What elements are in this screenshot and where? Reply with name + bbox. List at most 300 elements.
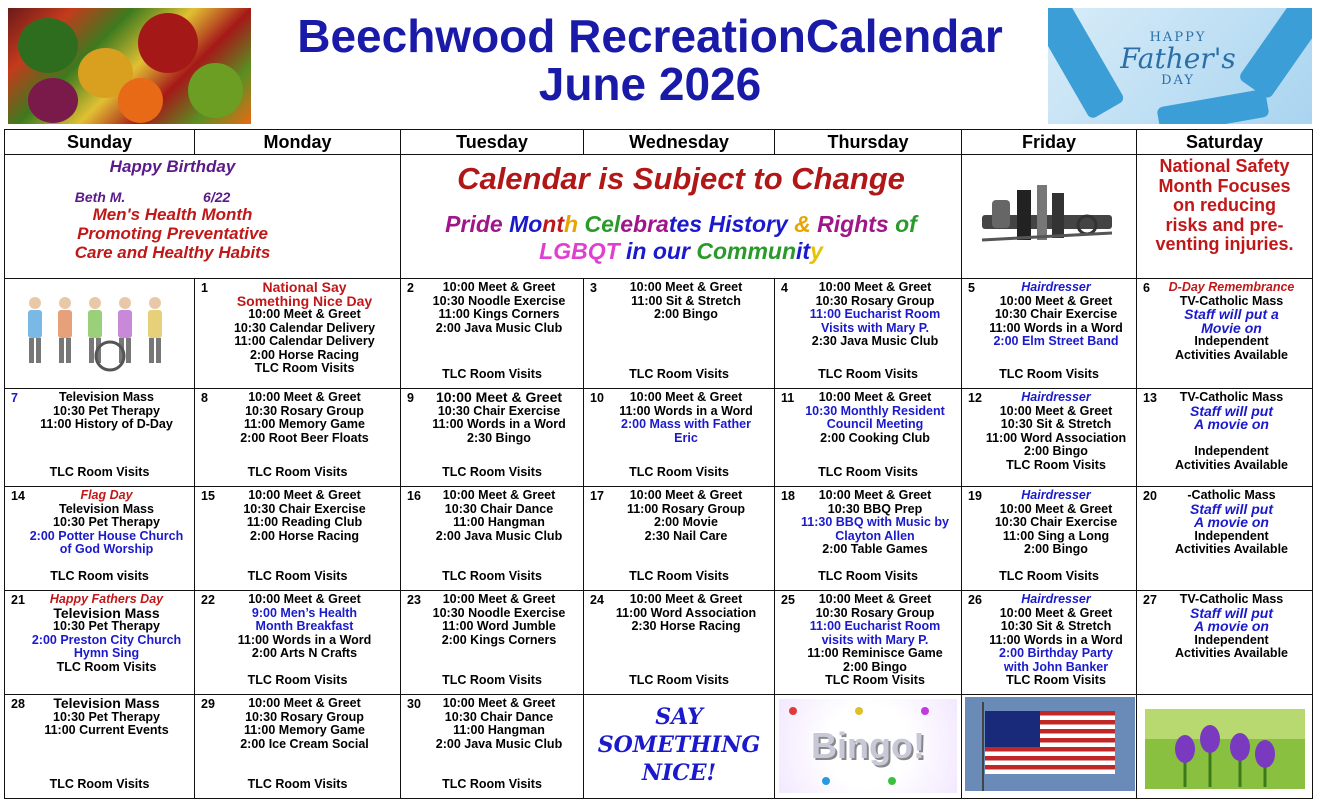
day-cell <box>195 695 401 799</box>
birthday-name: Beth M. <box>74 189 126 205</box>
day-cell <box>401 487 584 591</box>
day-events <box>587 281 771 322</box>
day-events <box>8 489 191 557</box>
pride-word: ebra <box>620 211 669 237</box>
event-line: Activities Available <box>1174 646 1288 660</box>
day-cell <box>195 487 401 591</box>
day-events <box>404 593 580 647</box>
day-cell <box>584 591 775 695</box>
birthday-date: 6/22 <box>203 189 231 205</box>
event-line: 11:00 History of D-Day <box>40 417 173 431</box>
day-events <box>198 281 397 376</box>
day-number: 9 <box>407 391 414 405</box>
day-events <box>965 281 1133 349</box>
day-number: 16 <box>407 489 421 503</box>
day-cell <box>401 279 584 389</box>
day-cell <box>1137 389 1313 487</box>
pride-word: Rights <box>817 211 889 237</box>
event-line: A movie on <box>1194 514 1269 530</box>
event-line: Council Meeting <box>826 417 924 431</box>
day-header: Saturday <box>1137 130 1313 155</box>
pride-word: it <box>796 238 811 264</box>
event-line: National Say <box>262 279 347 295</box>
birthday-heading: Happy Birthday <box>109 157 236 176</box>
event-line: 10:00 Meet & Greet <box>629 592 743 606</box>
pride-word: of <box>895 211 917 237</box>
event-line: Movie on <box>1201 319 1262 336</box>
tlc-room-visits: TLC Room Visits <box>247 568 348 583</box>
day-cell <box>1137 487 1313 591</box>
day-events <box>404 281 580 335</box>
event-line: 2:00 Java Music Club <box>435 528 563 543</box>
day-number: 24 <box>590 593 604 607</box>
event-line: 10:00 Meet & Greet <box>442 280 556 294</box>
day-cell <box>962 487 1137 591</box>
event-line: 11:00 Word Association <box>615 605 757 620</box>
event-line: 11:00 Word Association <box>985 430 1127 445</box>
event-line: 10:00 Meet & Greet <box>818 280 932 294</box>
pride-word: nt <box>542 211 565 237</box>
day-cell <box>962 591 1137 695</box>
fruit-image <box>8 8 251 124</box>
tlc-room-visits: TLC Room Visits <box>49 776 150 791</box>
mens-health-line: Care and Healthy Habits <box>74 243 271 262</box>
seniors-exercise-image <box>15 281 185 376</box>
pride-word: History <box>708 211 788 237</box>
week-row <box>5 487 1313 591</box>
schedule-notice: Calendar is Subject to Change <box>457 161 905 196</box>
day-number: 20 <box>1143 489 1157 503</box>
week-row <box>5 695 1313 799</box>
event-line: 10:30 Chair Dance <box>444 501 554 516</box>
tlc-room-visits: TLC Room Visits <box>999 568 1099 583</box>
event-line: Independent <box>1194 334 1269 348</box>
event-line: Staff will put <box>1190 402 1273 419</box>
day-header: Sunday <box>5 130 195 155</box>
event-line: 11:00 Current Events <box>44 723 169 737</box>
event-line: 2:30 Horse Racing <box>631 619 741 633</box>
pride-word: h <box>564 211 579 237</box>
event-line: Activities Available <box>1174 347 1288 362</box>
day-cell <box>1137 591 1313 695</box>
event-line: 11:00 Eucharist Room <box>809 307 941 321</box>
event-line: A movie on <box>1194 618 1269 634</box>
pride-word: Cel <box>584 211 621 237</box>
bingo-label: Bingo! <box>811 725 925 767</box>
event-line: Independent <box>1194 632 1269 647</box>
event-line: Activities Available <box>1174 542 1288 556</box>
event-line: 10:30 Pet Therapy <box>53 709 160 724</box>
safety-line: National Safety <box>1159 156 1290 176</box>
event-line: 10:30 Noodle Exercise <box>432 293 566 308</box>
event-line: 11:00 Reminisce Game <box>807 646 943 660</box>
event-line: 10:00 Meet & Greet <box>999 501 1113 516</box>
crocus-flowers-image <box>1145 709 1305 789</box>
day-cell <box>962 279 1137 389</box>
pride-word: our <box>652 238 690 264</box>
pride-month-text <box>401 211 961 265</box>
day-events <box>965 391 1133 472</box>
event-line: Independent <box>1194 444 1269 458</box>
tlc-room-visits: TLC Room Visits <box>818 568 918 583</box>
event-line: 10:30 Pet Therapy <box>53 619 160 633</box>
day-number: 1 <box>201 281 208 295</box>
event-line: 10:00 Meet & Greet <box>248 307 361 321</box>
calendar-table <box>4 129 1313 799</box>
event-line: 2:00 Ice Cream Social <box>240 736 369 751</box>
event-line: 2:00 Java Music Club <box>435 736 563 751</box>
banner-row <box>5 155 1313 279</box>
day-number: 17 <box>590 489 604 503</box>
day-number: 25 <box>781 593 795 607</box>
day-number: 2 <box>407 281 414 295</box>
birthday-cell <box>5 155 401 279</box>
day-events <box>404 489 580 543</box>
day-cell <box>401 389 584 487</box>
event-line: 11:00 Memory Game <box>244 723 365 737</box>
tlc-room-visits: TLC Room Visits <box>442 568 542 583</box>
day-events <box>778 281 958 349</box>
day-cell <box>5 695 195 799</box>
day-events <box>198 391 397 445</box>
day-events <box>8 593 191 674</box>
say-something-nice-text <box>587 697 771 787</box>
notice-cell <box>401 155 962 279</box>
event-line: 10:30 Chair Exercise <box>994 307 1118 321</box>
event-line: 10:30 Chair Exercise <box>243 501 366 516</box>
day-events <box>404 697 580 751</box>
day-number: 5 <box>968 281 975 295</box>
event-line <box>1154 432 1309 446</box>
event-line: Staff will put <box>1190 500 1273 517</box>
event-line: 10:30 Rosary Group <box>245 709 364 724</box>
event-line: Staff will put <box>1190 604 1273 621</box>
tlc-room-visits: TLC Room Visits <box>629 464 729 479</box>
event-line: Hairdresser <box>1021 592 1091 606</box>
event-line: 2:00 Birthday Party <box>999 646 1113 660</box>
pride-word: Commun <box>696 238 796 264</box>
event-line: 2:00 Mass with Father <box>621 417 751 431</box>
week-row <box>5 279 1313 389</box>
event-line: 11:30 BBQ with Music by <box>801 515 949 529</box>
event-line: 10:30 Rosary Group <box>815 605 935 620</box>
day-cell <box>1137 279 1313 389</box>
day-events <box>1140 593 1309 661</box>
event-line: Television Mass <box>59 390 154 404</box>
tlc-room-visits: TLC Room Visits <box>999 366 1099 381</box>
hairdresser-tools-image <box>962 155 1132 270</box>
tlc-room-visits: TLC Room Visits <box>442 776 542 791</box>
pride-word: in <box>626 238 647 264</box>
event-line: 10:30 Rosary Group <box>245 403 364 418</box>
day-header: Monday <box>195 130 401 155</box>
day-events <box>1140 489 1309 557</box>
hairdresser-tools-cell <box>962 155 1137 279</box>
event-line: 2:30 Java Music Club <box>811 334 939 348</box>
event-line: Month Breakfast <box>255 619 354 633</box>
day-cell <box>195 591 401 695</box>
event-line: 10:00 Meet & Greet <box>248 488 361 502</box>
event-line: 10:30 Noodle Exercise <box>432 605 566 620</box>
day-events <box>1140 391 1309 472</box>
event-line: 11:00 Reading Club <box>246 515 363 529</box>
event-line: 10:30 Sit & Stretch <box>1000 619 1112 633</box>
tlc-room-visits: TLC Room Visits <box>247 464 348 479</box>
event-line: 10:30 Sit & Stretch <box>1000 417 1112 431</box>
event-line: 11:00 Words in a Word <box>989 320 1123 335</box>
event-line: Staff will put a <box>1184 306 1279 322</box>
event-line: Television Mass <box>53 695 160 711</box>
day-cell <box>775 487 962 591</box>
event-line: 2:00 Arts N Crafts <box>251 646 358 660</box>
page-title <box>255 12 1045 108</box>
event-line: 11:00 Hangman <box>453 723 545 737</box>
day-header: Tuesday <box>401 130 584 155</box>
day-number: 8 <box>201 391 208 405</box>
pride-word: LGBQT <box>539 238 620 264</box>
event-line: 11:00 Calendar Delivery <box>234 334 375 348</box>
event-line: 11:00 Words in a Word <box>989 632 1123 647</box>
week-row <box>5 389 1313 487</box>
tlc-room-visits: TLC Room Visits <box>247 672 348 687</box>
day-cell <box>195 279 401 389</box>
mens-health-line: Promoting Preventative <box>77 224 268 243</box>
safety-month-cell <box>1137 155 1313 279</box>
day-number: 11 <box>781 391 795 405</box>
day-events <box>778 489 958 557</box>
event-line: TLC Room Visits <box>1006 673 1106 687</box>
event-line: 10:00 Meet & Greet <box>999 293 1113 308</box>
day-cell <box>5 279 195 389</box>
event-line: Clayton Allen <box>835 528 915 543</box>
tlc-room-visits: TLC Room Visits <box>442 464 542 479</box>
event-line: 10:00 Meet & Greet <box>818 488 932 502</box>
event-line: 11:00 Sit & Stretch <box>631 293 741 308</box>
day-header: Thursday <box>775 130 962 155</box>
event-line: 2:00 Potter House Church <box>29 528 184 543</box>
event-line: 2:00 Movie <box>654 515 718 529</box>
day-cell <box>584 487 775 591</box>
event-line: Activities Available <box>1174 457 1288 472</box>
bingo-image <box>779 699 957 793</box>
day-events <box>8 697 191 738</box>
event-line: Television Mass <box>53 604 160 621</box>
tlc-room-visits: TLC Room Visits <box>49 464 150 479</box>
event-line: 10:30 Monthly Resident <box>805 403 945 418</box>
day-number: 13 <box>1143 391 1157 405</box>
day-number: 15 <box>201 489 215 503</box>
event-line: Television Mass <box>59 501 154 516</box>
event-line: TLC Room Visits <box>254 361 355 375</box>
pride-word: Pride <box>445 211 503 237</box>
day-number: 6 <box>1143 281 1150 295</box>
event-line: 11:00 Word Jumble <box>442 619 556 633</box>
event-line: TLC Room Visits <box>56 659 157 674</box>
event-line: 11:00 Eucharist Room <box>809 619 941 633</box>
day-cell <box>962 389 1137 487</box>
event-line: 10:30 Chair Exercise <box>437 403 561 418</box>
day-cell <box>5 389 195 487</box>
fathers-day-line2: Father's <box>1120 42 1236 75</box>
say-line: SOMETHING <box>597 732 761 758</box>
event-line: 10:30 Rosary Group <box>815 293 935 308</box>
day-number: 12 <box>968 391 982 405</box>
day-header-row <box>5 130 1313 155</box>
event-line: 11:00 Sing a Long <box>1002 528 1110 543</box>
safety-line: on reducing <box>1173 195 1276 215</box>
event-line: 10:30 Chair Dance <box>444 709 554 724</box>
event-line: 10:00 Meet & Greet <box>818 592 932 606</box>
day-number: 28 <box>11 697 25 711</box>
day-cell <box>5 487 195 591</box>
day-cell <box>775 591 962 695</box>
day-number: 22 <box>201 593 215 607</box>
event-line: 2:00 Bingo <box>654 307 718 321</box>
event-line: 2:00 Preston City Church <box>31 632 182 647</box>
day-events <box>1140 281 1309 362</box>
event-line: Hymn Sing <box>73 646 140 660</box>
say-line: SAY <box>655 704 703 730</box>
event-line: 11:00 Kings Corners <box>438 307 560 321</box>
event-line: Something Nice Day <box>236 292 373 309</box>
event-line: 11:00 Memory Game <box>244 417 365 431</box>
event-line: 10:00 Meet & Greet <box>442 696 556 710</box>
event-line: 10:30 BBQ Prep <box>827 501 923 516</box>
event-line: 10:30 Pet Therapy <box>53 403 160 418</box>
event-line: 2:00 Root Beer Floats <box>240 430 369 445</box>
tlc-room-visits: TLC Room Visits <box>818 464 918 479</box>
day-events <box>587 593 771 634</box>
event-line: 10:00 Meet & Greet <box>999 403 1113 418</box>
event-line: 10:00 Meet & Greet <box>818 390 932 404</box>
event-line: Happy Fathers Day <box>49 592 164 606</box>
mens-health-line: Men's Health Month <box>92 205 253 224</box>
day-cell <box>195 389 401 487</box>
event-line: TV-Catholic Mass <box>1179 293 1284 308</box>
day-number: 19 <box>968 489 982 503</box>
event-line: Hairdresser <box>1021 280 1091 294</box>
day-cell <box>962 695 1137 799</box>
event-line: 2:00 Table Games <box>822 542 928 556</box>
event-line: TLC Room Visits <box>825 673 925 687</box>
title-line2: June 2026 <box>538 58 762 110</box>
event-line: 10:00 Meet & Greet <box>442 488 556 502</box>
pride-word: Mo <box>509 211 543 237</box>
event-line: visits with Mary P. <box>821 632 929 647</box>
event-line: 2:00 Horse Racing <box>249 347 360 362</box>
event-line: 2:00 Elm Street Band <box>993 334 1119 348</box>
event-line: 10:00 Meet & Greet <box>442 592 556 606</box>
event-line: A movie on <box>1194 416 1269 432</box>
day-number: 7 <box>11 391 18 405</box>
event-line: 10:30 Pet Therapy <box>53 515 160 529</box>
day-header: Friday <box>962 130 1137 155</box>
pride-word: tes <box>668 211 703 237</box>
day-number: 26 <box>968 593 982 607</box>
day-events <box>198 697 397 751</box>
pride-word: y <box>810 238 823 264</box>
event-line: 10:30 Chair Exercise <box>994 515 1118 529</box>
event-line: TV-Catholic Mass <box>1179 390 1284 404</box>
day-events <box>8 391 191 432</box>
event-line: 2:00 Cooking Club <box>820 430 930 445</box>
event-line: 2:30 Bingo <box>467 430 531 445</box>
american-flag-image <box>965 697 1135 791</box>
day-number: 27 <box>1143 593 1157 607</box>
event-line: of God Worship <box>59 542 154 556</box>
tlc-room-visits: TLC Room Visits <box>629 672 729 687</box>
day-header: Wednesday <box>584 130 775 155</box>
tlc-room-visits: TLC Room Visits <box>442 672 542 687</box>
day-cell <box>775 389 962 487</box>
event-line: 10:00 Meet & Greet <box>248 696 361 710</box>
event-line: 2:30 Nail Care <box>644 528 728 543</box>
day-cell <box>584 695 775 799</box>
event-line: with John Banker <box>1003 659 1109 674</box>
event-line: 2:00 Bingo <box>843 659 907 674</box>
event-line: 10:00 Meet & Greet <box>435 389 563 405</box>
day-cell <box>401 695 584 799</box>
day-cell <box>5 591 195 695</box>
event-line: 11:00 Rosary Group <box>626 501 746 516</box>
fathers-day-image <box>1048 8 1312 124</box>
event-line: Visits with Mary P. <box>821 320 929 335</box>
fathers-day-line1: HAPPY <box>1149 30 1207 45</box>
day-number: 30 <box>407 697 421 711</box>
day-events <box>965 489 1133 557</box>
event-line: 11:00 Words in a Word <box>619 403 753 418</box>
say-line: NICE! <box>641 760 717 786</box>
event-line: 2:00 Bingo <box>1024 444 1088 458</box>
pride-word: & <box>794 211 811 237</box>
event-line: 10:00 Meet & Greet <box>629 390 743 404</box>
day-events <box>965 593 1133 688</box>
day-cell <box>584 389 775 487</box>
tlc-room-visits: TLC Room visits <box>50 568 149 583</box>
event-line: 11:00 Words in a Word <box>432 417 566 431</box>
day-number: 21 <box>11 593 25 607</box>
fathers-day-line3: DAY <box>1161 73 1195 88</box>
title-line1: Beechwood RecreationCalendar <box>297 10 1003 62</box>
day-cell <box>1137 695 1313 799</box>
day-number: 18 <box>781 489 795 503</box>
event-line: Hairdresser <box>1021 488 1091 502</box>
day-number: 3 <box>590 281 597 295</box>
event-line: Independent <box>1194 528 1269 543</box>
day-cell <box>775 695 962 799</box>
event-line: Flag Day <box>80 488 133 502</box>
day-number: 10 <box>590 391 604 405</box>
tlc-room-visits: TLC Room Visits <box>629 366 729 381</box>
day-number: 23 <box>407 593 421 607</box>
event-line: Hairdresser <box>1021 390 1091 404</box>
tlc-room-visits: TLC Room Visits <box>247 776 348 791</box>
event-line: D-Day Remembrance <box>1168 280 1295 294</box>
event-line: 10:30 Calendar Delivery <box>233 320 376 335</box>
day-events <box>587 391 771 445</box>
event-line: 2:00 Horse Racing <box>249 528 360 543</box>
event-line: TLC Room Visits <box>1006 457 1106 472</box>
day-events <box>778 593 958 688</box>
day-events <box>198 593 397 661</box>
event-line: 11:00 Words in a Word <box>237 632 372 647</box>
event-line: 9:00 Men’s Health <box>251 605 358 620</box>
day-cell <box>584 279 775 389</box>
event-line: 10:00 Meet & Greet <box>629 488 743 502</box>
tlc-room-visits: TLC Room Visits <box>629 568 729 583</box>
event-line: 10:00 Meet & Greet <box>629 280 743 294</box>
day-number: 29 <box>201 697 215 711</box>
